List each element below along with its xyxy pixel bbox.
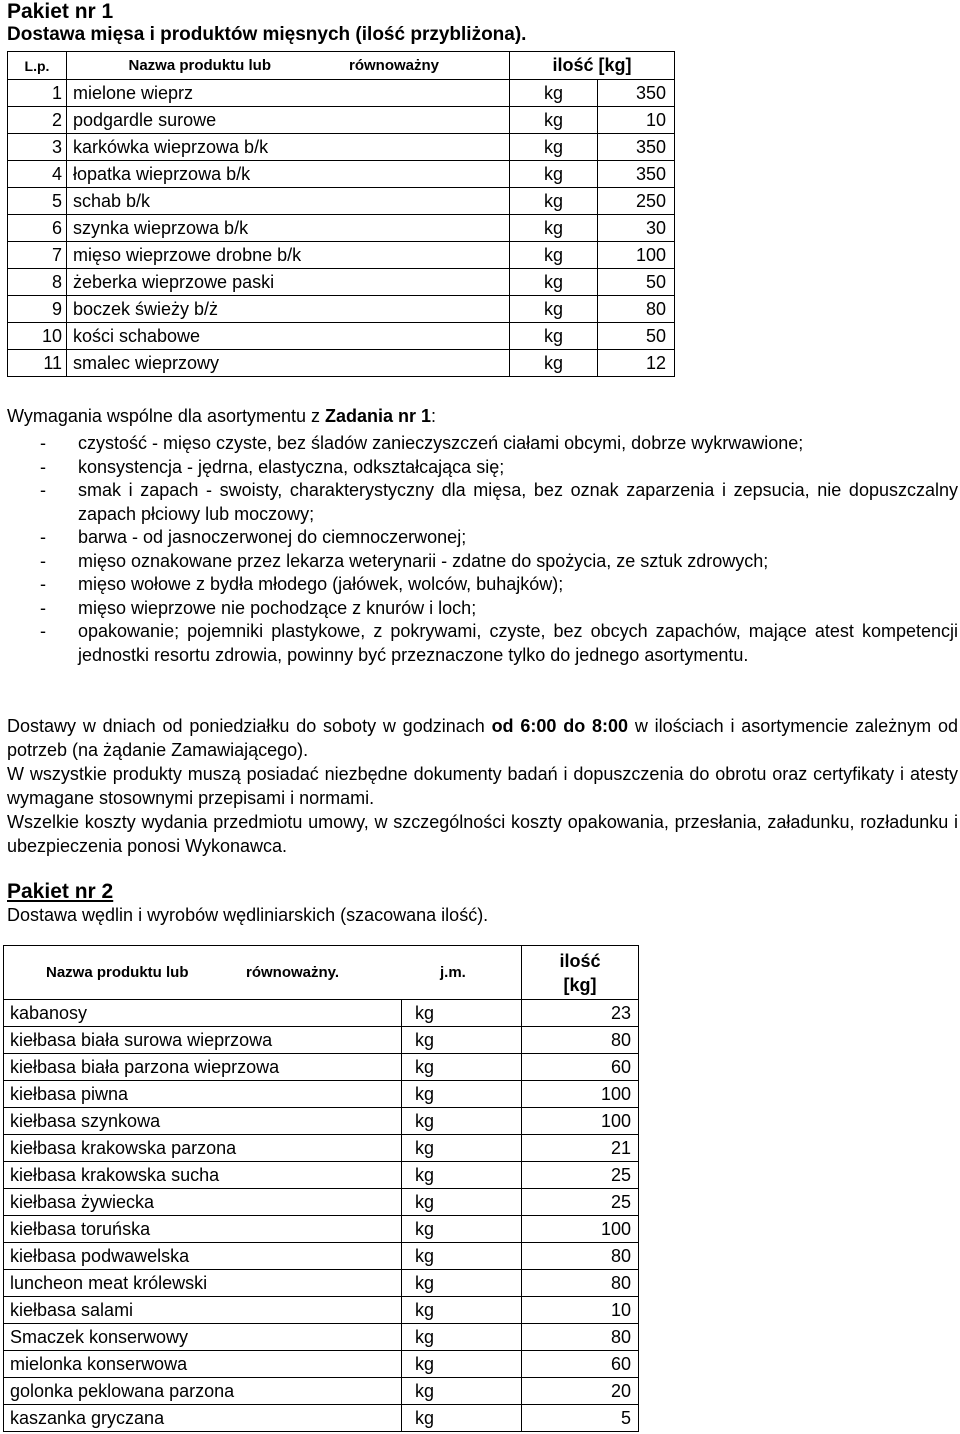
product-name: kiełbasa salami (4, 1297, 402, 1324)
product-name: kiełbasa szynkowa (4, 1108, 402, 1135)
header-equiv-label: równoważny. (246, 964, 340, 981)
list-item-text: mięso wołowe z bydła młodego (jałówek, wolców, buhajków); (78, 574, 564, 594)
quantity-cell: 30 (598, 215, 675, 242)
unit-cell: kg (402, 1135, 522, 1162)
delivery-paragraph: Dostawy w dniach od poniedziałku do soboty w godzinach od 6:00 do 8:00 w ilościach i asortymencie zależnym od potrzeb (na żądanie Zamawiającego). (7, 716, 959, 760)
quantity-cell: 100 (522, 1216, 639, 1243)
unit-cell: kg (402, 1189, 522, 1216)
bullet-dash: - (40, 527, 46, 547)
table-row (4, 1081, 639, 1108)
product-name: żeberka wieprzowe paski (67, 269, 510, 296)
product-name: boczek świeży b/ż (67, 296, 510, 323)
product-name: smalec wieprzowy (67, 350, 510, 377)
product-name: łopatka wieprzowa b/k (67, 161, 510, 188)
unit-cell: kg (402, 1351, 522, 1378)
unit-cell: kg (510, 269, 598, 296)
row-number: 11 (8, 350, 67, 377)
bullet-dash: - (40, 574, 46, 594)
unit-cell: kg (510, 134, 598, 161)
table-row (4, 1324, 639, 1351)
product-name: kabanosy (4, 1000, 402, 1027)
product-name: mielonka konserwowa (4, 1351, 402, 1378)
table-row (4, 1270, 639, 1297)
quantity-cell: 5 (522, 1405, 639, 1432)
list-item (7, 620, 958, 667)
unit-cell: kg (402, 1108, 522, 1135)
quantity-cell: 12 (598, 350, 675, 377)
quantity-cell: 50 (598, 269, 675, 296)
unit-cell: kg (402, 1297, 522, 1324)
unit-cell: kg (510, 242, 598, 269)
header-name (67, 52, 510, 80)
header-name (4, 946, 522, 1000)
row-number: 6 (8, 215, 67, 242)
unit-cell: kg (510, 107, 598, 134)
unit-cell: kg (510, 296, 598, 323)
table-row (8, 242, 675, 269)
unit-cell: kg (402, 1378, 522, 1405)
table-row (4, 1135, 639, 1162)
product-name: podgardle surowe (67, 107, 510, 134)
quantity-cell: 80 (522, 1243, 639, 1270)
row-number: 8 (8, 269, 67, 296)
bullet-dash: - (40, 550, 46, 571)
row-number: 4 (8, 161, 67, 188)
product-name: kiełbasa krakowska sucha (4, 1162, 402, 1189)
table-row (8, 296, 675, 323)
table-row (4, 1216, 639, 1243)
product-name: karkówka wieprzowa b/k (67, 134, 510, 161)
costs-paragraph: Wszelkie koszty wydania przedmiotu umowy, w szczególności koszty opakowania, przesłania, załadunku, rozładunku i ubezpieczenia ponosi Wykonawca. (7, 812, 958, 856)
list-item (7, 432, 958, 456)
product-name: luncheon meat królewski (4, 1270, 402, 1297)
quantity-cell: 50 (598, 323, 675, 350)
table-header-row (8, 52, 675, 80)
row-number: 7 (8, 242, 67, 269)
table-header-row (4, 946, 639, 1000)
list-item (7, 526, 958, 550)
product-name: kiełbasa krakowska parzona (4, 1135, 402, 1162)
unit-cell: kg (402, 1270, 522, 1297)
unit-cell: kg (402, 1054, 522, 1081)
table-row (8, 323, 675, 350)
table-row (4, 1162, 639, 1189)
unit-cell: kg (510, 350, 598, 377)
table-row (4, 1243, 639, 1270)
quantity-cell: 60 (522, 1054, 639, 1081)
quantity-cell: 350 (598, 80, 675, 107)
bullet-dash: - (40, 597, 46, 618)
table-row (8, 269, 675, 296)
quantity-cell: 80 (522, 1324, 639, 1351)
pakiet1-table (7, 51, 675, 377)
quantity-cell: 10 (522, 1297, 639, 1324)
unit-cell: kg (402, 1081, 522, 1108)
table-row (4, 1405, 639, 1432)
quantity-cell: 80 (522, 1027, 639, 1054)
table-row (8, 161, 675, 188)
pakiet1-subtitle: Dostawa mięsa i produktów mięsnych (ilość przybliżona). (7, 24, 527, 45)
header-qty: ilość [kg] (510, 52, 675, 80)
quantity-cell: 80 (598, 296, 675, 323)
quantity-cell: 250 (598, 188, 675, 215)
unit-cell: kg (510, 215, 598, 242)
quantity-cell: 100 (522, 1081, 639, 1108)
unit-cell: kg (510, 323, 598, 350)
product-name: szynka wieprzowa b/k (67, 215, 510, 242)
quantity-cell: 25 (522, 1162, 639, 1189)
table-row (4, 1027, 639, 1054)
product-name: kiełbasa piwna (4, 1081, 402, 1108)
bullet-dash: - (40, 433, 46, 453)
unit-cell: kg (402, 1216, 522, 1243)
table-row (8, 350, 675, 377)
product-name: mielone wieprz (67, 80, 510, 107)
requirements-list (7, 432, 958, 667)
product-name: kiełbasa podwawelska (4, 1243, 402, 1270)
unit-cell: kg (402, 1243, 522, 1270)
header-equiv-label: równoważny (348, 57, 439, 74)
row-number: 3 (8, 134, 67, 161)
unit-cell: kg (402, 1324, 522, 1351)
header-qty: ilość [kg] (522, 946, 639, 1000)
unit-cell: kg (510, 188, 598, 215)
product-name: kiełbasa żywiecka (4, 1189, 402, 1216)
product-name: Smaczek konserwowy (4, 1324, 402, 1351)
table-row (4, 1189, 639, 1216)
documents-paragraph: W wszystkie produkty muszą posiadać niezbędne dokumenty badań i dopuszczenia do obrotu oraz certyfikaty i atesty wymagane stosownymi przepisami i normami. (7, 764, 958, 808)
product-name: kaszanka gryczana (4, 1405, 402, 1432)
list-item (7, 597, 958, 621)
header-lp: L.p. (8, 52, 67, 80)
row-number: 1 (8, 80, 67, 107)
table-row (4, 1000, 639, 1027)
bullet-dash: - (40, 456, 46, 477)
quantity-cell: 23 (522, 1000, 639, 1027)
unit-cell: kg (402, 1162, 522, 1189)
product-name: mięso wieprzowe drobne b/k (67, 242, 510, 269)
table-row (4, 1054, 639, 1081)
unit-cell: kg (510, 161, 598, 188)
unit-cell: kg (402, 1000, 522, 1027)
row-number: 5 (8, 188, 67, 215)
list-item-text: smak i zapach - swoisty, charakterystyczny dla mięsa, bez oznak zaparzenia i zepsucia, nie dopuszczalny zapach płciowy lub moczowy; (78, 480, 958, 524)
quantity-cell: 100 (522, 1108, 639, 1135)
row-number: 10 (8, 323, 67, 350)
list-item (7, 550, 958, 574)
list-item (7, 456, 958, 480)
product-name: kości schabowe (67, 323, 510, 350)
requirements-intro: Wymagania wspólne dla asortymentu z Zadania nr 1: (7, 406, 437, 426)
pakiet2-table (3, 945, 639, 1432)
quantity-cell: 80 (522, 1270, 639, 1297)
header-jm-label: j.m. (440, 964, 466, 981)
row-number: 9 (8, 296, 67, 323)
quantity-cell: 10 (598, 107, 675, 134)
product-name: kiełbasa biała parzona wieprzowa (4, 1054, 402, 1081)
table-row (4, 1378, 639, 1405)
table-row (8, 188, 675, 215)
quantity-cell: 20 (522, 1378, 639, 1405)
product-name: schab b/k (67, 188, 510, 215)
table-row (8, 107, 675, 134)
pakiet2-title: Pakiet nr 2 (7, 880, 114, 903)
header-name-label: Nazwa produktu lub (46, 964, 189, 981)
bullet-dash: - (40, 480, 46, 500)
product-name: kiełbasa toruńska (4, 1216, 402, 1243)
list-item-text: konsystencja - jędrna, elastyczna, odkształcająca się; (78, 456, 505, 477)
list-item-text: czystość - mięso czyste, bez śladów zanieczyszczeń ciałami obcymi, dobrze wykrwawione; (78, 433, 804, 453)
list-item-text: mięso wieprzowe nie pochodzące z knurów i loch; (78, 597, 477, 618)
table-row (8, 215, 675, 242)
quantity-cell: 25 (522, 1189, 639, 1216)
quantity-cell: 60 (522, 1351, 639, 1378)
list-item-text: opakowanie; pojemniki plastykowe, z pokrywami, czyste, bez obcych zapachów, mające atest kompetencji jednostki resortu zdrowia, powinny być przeznaczone tylko do jednego asortymentu. (78, 621, 958, 665)
table-row (4, 1297, 639, 1324)
table-row (4, 1351, 639, 1378)
row-number: 2 (8, 107, 67, 134)
table-row (4, 1108, 639, 1135)
unit-cell: kg (510, 80, 598, 107)
bullet-dash: - (40, 621, 46, 641)
table-row (8, 80, 675, 107)
unit-cell: kg (402, 1027, 522, 1054)
product-name: kiełbasa biała surowa wieprzowa (4, 1027, 402, 1054)
unit-cell: kg (402, 1405, 522, 1432)
pakiet1-title: Pakiet nr 1 (7, 0, 114, 23)
product-name: golonka peklowana parzona (4, 1378, 402, 1405)
quantity-cell: 21 (522, 1135, 639, 1162)
pakiet2-subtitle: Dostawa wędlin i wyrobów wędliniarskich (szacowana ilość). (7, 905, 489, 925)
quantity-cell: 350 (598, 134, 675, 161)
table-row (8, 134, 675, 161)
quantity-cell: 350 (598, 161, 675, 188)
header-name-label: Nazwa produktu lub (128, 57, 271, 74)
quantity-cell: 100 (598, 242, 675, 269)
list-item (7, 573, 958, 597)
list-item-text: barwa - od jasnoczerwonej do ciemnoczerwonej; (78, 527, 467, 547)
list-item-text: mięso oznakowane przez lekarza weterynarii - zdatne do spożycia, ze sztuk zdrowych; (78, 550, 769, 571)
list-item (7, 479, 958, 526)
